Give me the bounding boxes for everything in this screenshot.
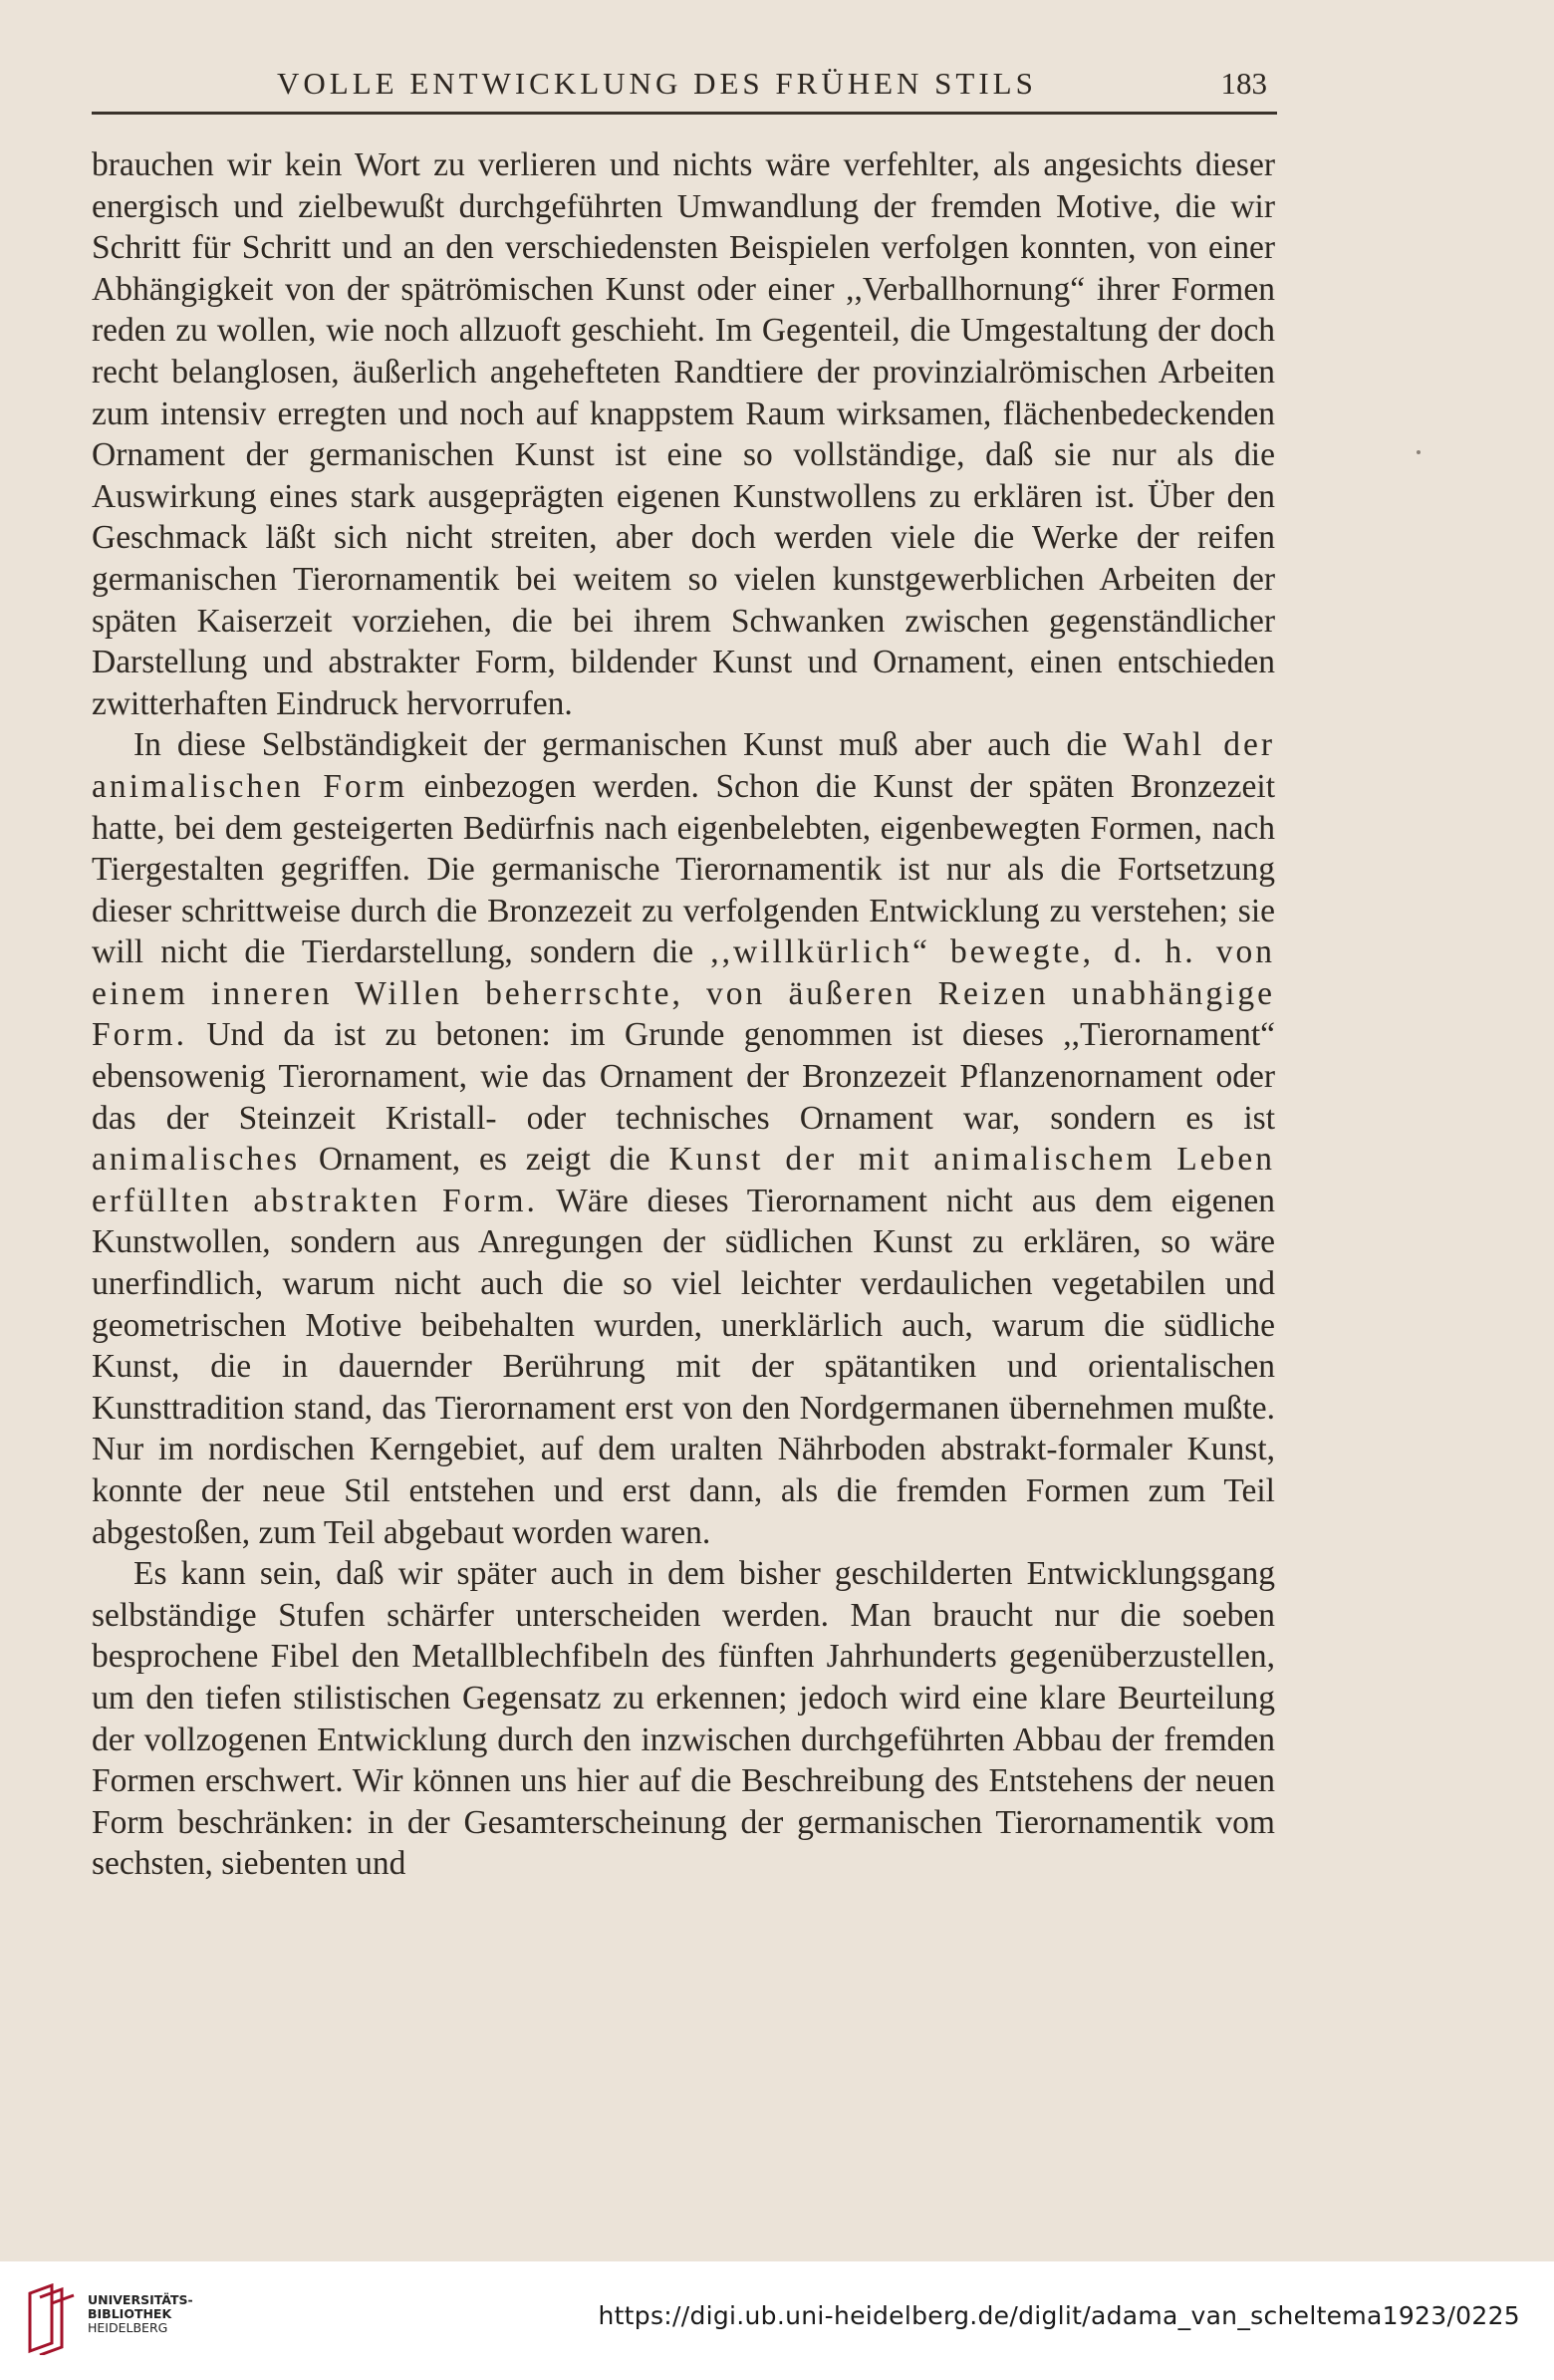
page-number: 183 <box>1220 66 1267 101</box>
body-text <box>92 144 1275 1885</box>
paragraph-text: einbezogen werden. Schon die Kunst der späten Bronzezeit hatte, bei dem gesteigerten Bedürfnis nach eigenbelebten, eigenbewegten Formen, nach Tiergestalten gegriffen. Die germanische Tierornamentik ist nur als die Fortsetzung dieser schrittweise durch die Bronzezeit zu verfolgenden Entwicklung zu verstehen; sie will nicht die Tierdarstellung, sondern die <box>92 767 1276 971</box>
paragraph-text: brauchen wir kein Wort zu verlieren und nichts wäre verfehlter, als angesichts dieser energisch und zielbewußt durchgeführten Umwandlung der fremden Motive, die wir Schritt für Schritt und an den verschiedensten Beispielen verfolgen konnten, von einer Abhängigkeit von der spätrömischen Kunst oder einer ,,Verballhornung“ ihrer Formen reden zu wollen, wie noch allzuoft geschieht. Im Gegenteil, die Umgestaltung der doch recht belanglosen, äußerlich angehefteten Randtiere der provinzialrömischen Arbeiten zum intensiv erregten und noch auf knappstem Raum wirksamen, flächenbedeckenden Ornament der germanischen Kunst ist eine so vollständige, daß sie nur als die Auswirkung eines stark ausgeprägten eigenen Kunstwollens zu erklären ist. Über den Geschmack läßt sich nicht streiten, aber doch werden viele die Werke der reifen germanischen Tierornamentik bei weitem so vielen kunstgewerblichen Arbeiten der späten Kaiserzeit vorziehen, die bei ihrem Schwanken zwischen gegenständlicher Darstellung und abstrakter Form, bildender Kunst und Ornament, einen entschieden zwitterhaften Eindruck hervorrufen. <box>92 146 1275 722</box>
ub-heidelberg-logo-icon <box>22 2283 80 2355</box>
emphasized-text: Wahl der animalischen Form <box>92 726 1275 805</box>
paragraph <box>92 1553 1275 1885</box>
emphasized-text: animalisches <box>92 1141 301 1179</box>
footer-bar <box>0 2261 1554 2380</box>
running-title: VOLLE ENTWICKLUNG DES FRÜHEN STILS <box>277 66 1037 101</box>
paragraph-text: In diese Selbständigkeit der germanischen Kunst muß aber auch die <box>133 726 1124 764</box>
library-line-2: BIBLIOTHEK <box>88 2306 172 2321</box>
paragraph-text: Ornament, es zeigt die <box>300 1141 669 1179</box>
library-line-3: HEIDELBERG <box>88 2320 168 2335</box>
emphasized-text: Kunst der mit animalischem Leben erfüllten abstrakten Form. <box>92 1141 1276 1219</box>
margin-speck <box>1417 450 1421 454</box>
emphasized-text: ,,willkürlich“ bewegte, d. h. von einem inneren Willen beherrschte, von äußeren Reizen unabhängige Form. <box>92 933 1275 1054</box>
paragraph-text: Wäre dieses Tierornament nicht aus dem eigenen Kunstwollen, sondern aus Anregungen der südlichen Kunst zu erklären, so wäre unerfindlich, warum nicht auch die so viel leichter verdaulichen vegetabilen und geometrischen Motive beibehalten wurden, unerklärlich auch, warum die südliche Kunst, die in dauernder Berührung mit der spätantiken und orientalischen Kunsttradition stand, das Tierornament erst von den Nordgermanen übernehmen mußte. Nur im nordischen Kerngebiet, auf dem uralten Nährboden abstrakt-formaler Kunst, konnte der neue Stil entstehen und erst dann, als die fremden Formen zum Teil abgestoßen, zum Teil abgebaut worden waren. <box>92 1182 1276 1551</box>
paragraph <box>92 724 1275 1553</box>
library-line-1: UNIVERSITÄTS- <box>88 2292 193 2307</box>
paragraph-text: Es kann sein, daß wir später auch in dem bisher geschilderten Entwicklungsgang selbständige Stufen schärfer unterscheiden werden. Man braucht nur die soeben besprochene Fibel den Metallblechfibeln des fünften Jahrhunderts gegenüberzustellen, um den tiefen stilistischen Gegensatz zu erkennen; jedoch wird eine klare Beurteilung der vollzogenen Entwicklung durch den inzwischen durchgeführten Abbau der fremden Formen erschwert. Wir können uns hier auf die Beschreibung des Entstehens der neuen Form beschränken: in der Gesamterscheinung der germanischen Tierornamentik vom sechsten, siebenten und <box>92 1555 1275 1883</box>
permalink-url[interactable]: https://digi.ub.uni-heidelberg.de/diglit/adama_van_scheltema1923/0225 <box>598 2301 1520 2330</box>
library-name <box>88 2293 193 2335</box>
running-head <box>92 62 1277 115</box>
paragraph <box>92 144 1275 724</box>
paragraph-text: Und da ist zu betonen: im Grunde genommen ist dieses ,,Tierornament“ ebensowenig Tierornament, wie das Ornament der Bronzezeit Pflanzenornament oder das der Steinzeit Kristall- oder technisches Ornament war, sondern es ist <box>92 1016 1275 1137</box>
